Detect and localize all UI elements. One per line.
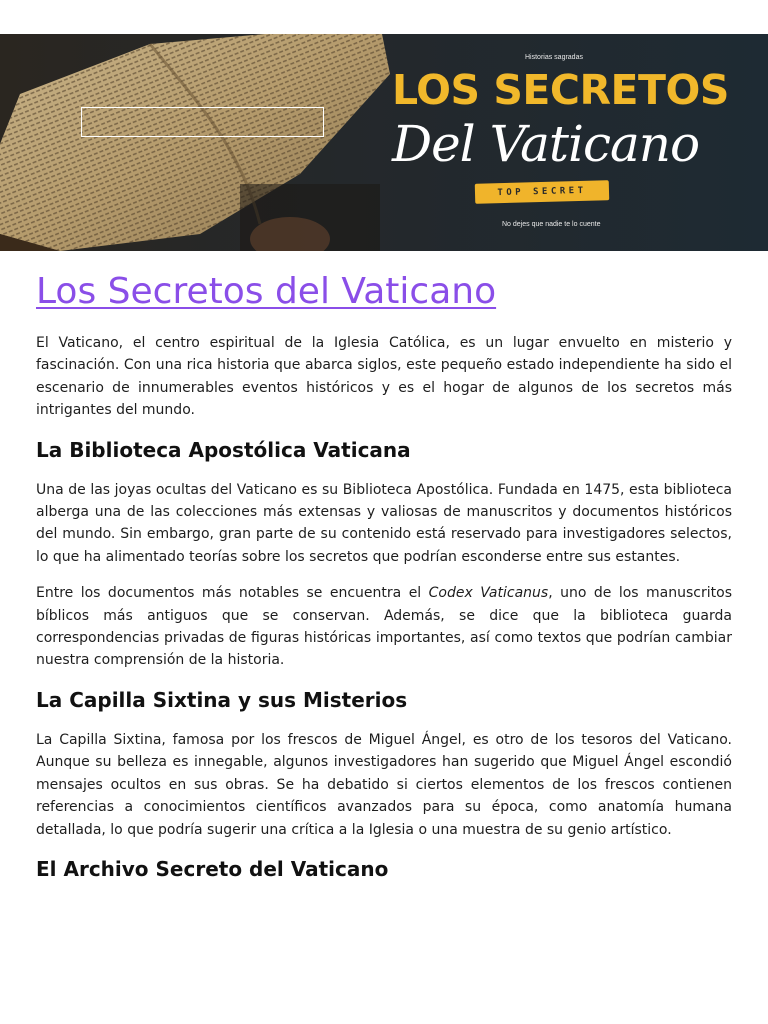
biblioteca-paragraph-2 [36, 582, 732, 672]
capilla-paragraph: La Capilla Sixtina, famosa por los frescos de Miguel Ángel, es otro de los tesoros del Vaticano. Aunque su belleza es innegable, algunos investigadores han sugerido que Miguel Ángel escondió mensajes ocultos en sus obras. Se ha debatido si ciertos elementos de los frescos contienen referencias a conocimientos científicos avanzados para su época, como anatomía humana detallada, lo que podría sugerir una crítica a la Iglesia o una muestra de su genio artístico. [36, 731, 732, 838]
header-banner [0, 34, 768, 251]
biblioteca-text-after: , uno de los manuscritos bíblicos más antiguos que se conservan. Además, se dice que la biblioteca guarda correspondencias privadas de figuras históricas importantes, así como textos que podrían cambiar nuestra comprensión de la historia. [36, 585, 732, 669]
section-heading-capilla: La Capilla Sixtina y sus Misterios [36, 687, 408, 712]
section-heading-biblioteca: La Biblioteca Apostólica Vaticana [36, 437, 411, 462]
banner-title: LOS SECRETOS [392, 66, 729, 114]
biblioteca-paragraph-1: Una de las joyas ocultas del Vaticano es su Biblioteca Apostólica. Fundada en 1475, esta biblioteca alberga una de las colecciones más extensas y valiosas de manuscritos y documentos históricos del mundo. Sin embargo, gran parte de su contenido está reservado para investigadores selectos, lo que ha alimentado teorías sobre los secretos que podrían esconderse entre sus estantes. [36, 481, 732, 565]
banner-frame [81, 107, 324, 137]
banner-footer: No dejes que nadie te lo cuente [502, 221, 601, 228]
section-heading-archivo: El Archivo Secreto del Vaticano [36, 856, 389, 881]
banner-tagline: Historias sagradas [525, 54, 583, 61]
top-secret-stamp: TOP SECRET [475, 180, 609, 204]
article-body [36, 266, 732, 898]
biblioteca-text-before: Entre los documentos más notables se encuentra el [36, 585, 429, 602]
article-title-link[interactable]: Los Secretos del Vaticano [36, 271, 497, 312]
intro-paragraph: El Vaticano, el centro espiritual de la Iglesia Católica, es un lugar envuelto en misterio y fascinación. Con una rica historia que abarca siglos, este pequeño estado independiente ha sido el escenario de innumerables eventos históricos y es el hogar de algunos de los secretos más intrigantes del mundo. [36, 335, 732, 419]
banner-script-title: Del Vaticano [392, 115, 700, 173]
codex-vaticanus-emphasis: Codex Vaticanus [428, 585, 549, 602]
